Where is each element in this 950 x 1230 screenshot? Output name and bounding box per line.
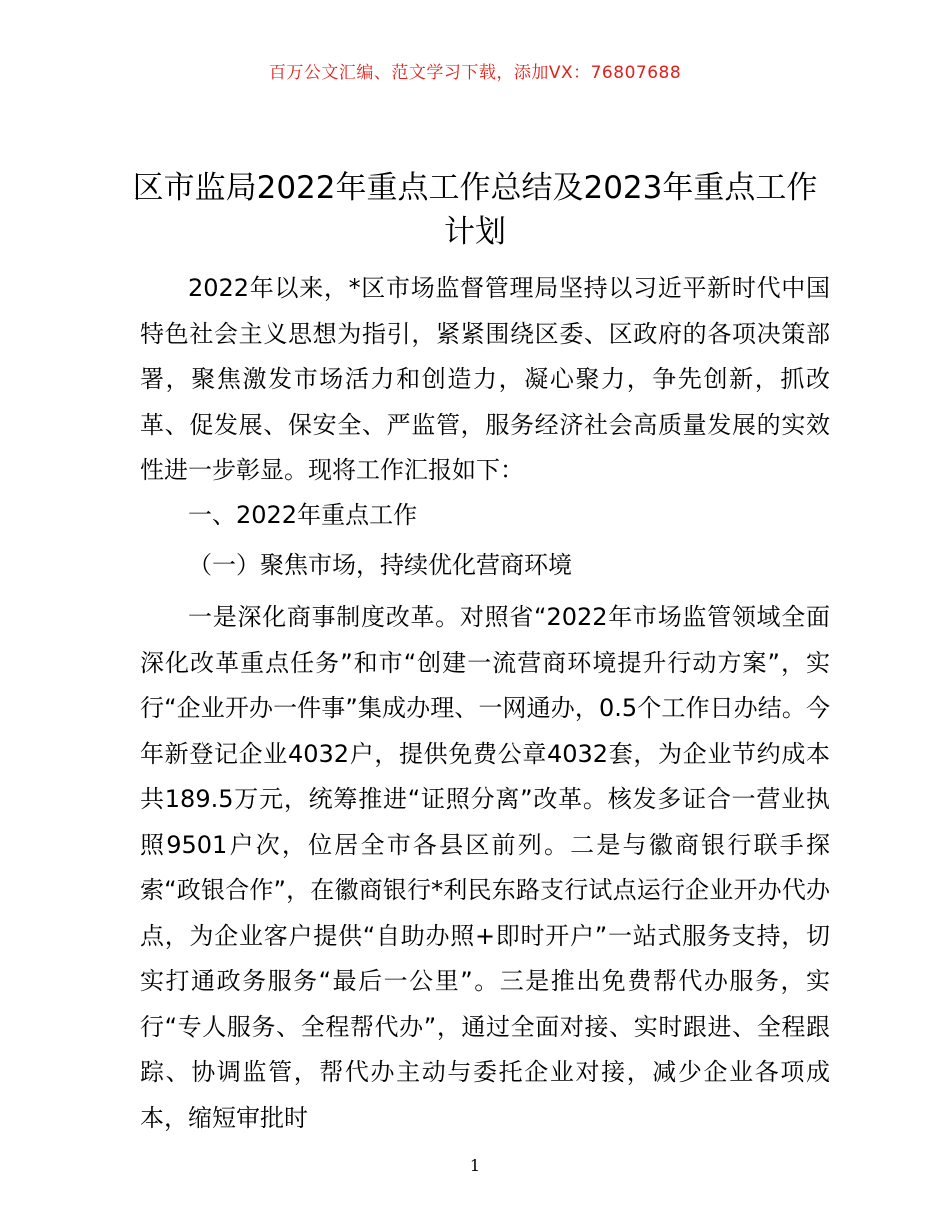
intro-paragraph: 2022年以来，*区市场监督管理局坚持以习近平新时代中国特色社会主义思想为指引，紧紧围绕区委、区政府的各项决策部署，聚焦激发市场活力和创造力，凝心聚力，争先创新，抓改革、促发展、保安全、严监管，服务经济社会高质量发展的实效性进一步彰显。现将工作汇报如下： bbox=[140, 274, 830, 484]
main-paragraph: 一是深化商事制度改革。对照省“2022年市场监管领域全面深化改革重点任务”和市“创建一流营商环境提升行动方案”，实行“企业开办一件事”集成办理、一网通办，0.5个工作日办结。今年新登记企业4032户，提供免费公章4032套，为企业节约成本共189.5万元，统筹推进“证照分离”改革。核发多证合一营业执照9501户次，位居全市各县区前列。二是与徽商银行联手探索“政银合作”，在徽商银行*利民东路支行试点运行企业开办代办点，为企业客户提供“自助办照+即时开户”一站式服务支持，切实打通政务服务“最后一公里”。三是推出免费帮代办服务，实行“专人服务、全程帮代办”，通过全面对接、实时跟进、全程跟踪、协调监管，帮代办主动与委托企业对接，减少企业各项成本，缩短审批时 bbox=[140, 603, 830, 1132]
section-heading: 一、2022年重点工作 bbox=[188, 501, 418, 529]
document-body bbox=[140, 266, 830, 494]
promo-header-note: 百万公文汇编、范文学习下载，添加VX：76807688 bbox=[268, 63, 682, 83]
page-number: 1 bbox=[469, 1156, 481, 1175]
subsection-heading-block bbox=[140, 543, 830, 589]
section-heading-block bbox=[140, 493, 830, 539]
main-paragraph-block bbox=[140, 595, 830, 1141]
subsection-heading: （一）聚焦市场，持续优化营商环境 bbox=[188, 551, 572, 579]
document-title: 区市监局2022年重点工作总结及2023年重点工作计划 bbox=[132, 170, 818, 250]
